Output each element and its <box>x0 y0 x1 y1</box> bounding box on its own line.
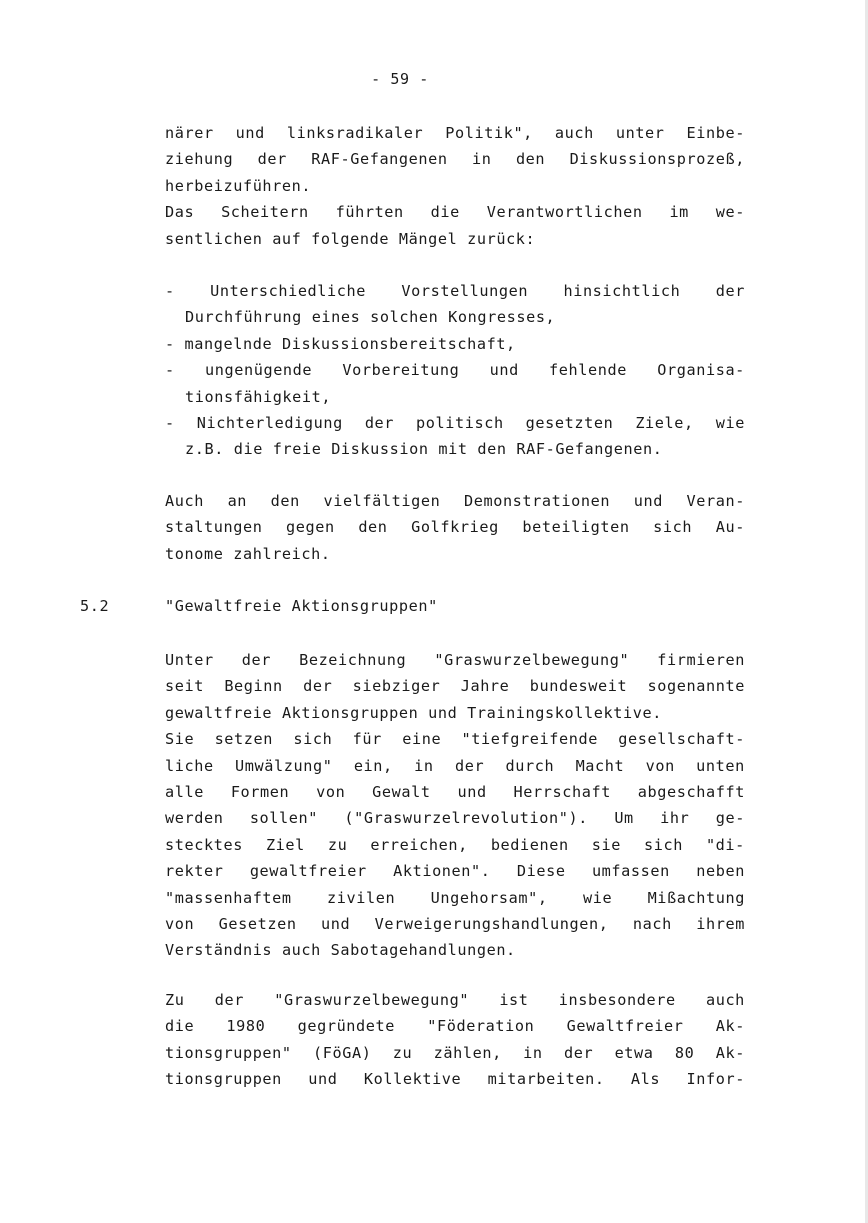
text-line <box>165 514 745 540</box>
word: Als <box>630 1070 661 1089</box>
word: die <box>430 203 460 222</box>
word: Sie <box>165 730 195 749</box>
word: Ak- <box>715 1043 745 1062</box>
word: sie <box>591 835 621 854</box>
word: auch <box>705 991 745 1009</box>
word: wie <box>582 888 613 907</box>
text-line <box>165 436 745 462</box>
text-line <box>165 357 745 383</box>
word: unten <box>696 756 745 775</box>
demonstrations-paragraph <box>165 488 745 567</box>
word: Um <box>614 809 634 828</box>
word: Auch <box>165 492 204 510</box>
text-line <box>165 832 745 858</box>
word: zu <box>327 835 348 854</box>
word: abgeschafft <box>637 782 745 801</box>
word: werden <box>165 809 224 828</box>
word: solchen <box>370 308 439 327</box>
word: Mängel <box>398 229 458 248</box>
word: tionsgruppen <box>165 1070 282 1089</box>
word: Verantwortlichen <box>486 203 643 222</box>
foega-paragraph <box>165 987 745 1093</box>
text-line <box>165 226 745 252</box>
word: linksradikaler <box>286 124 424 142</box>
word: wie <box>715 413 745 432</box>
word: liche <box>165 756 214 775</box>
word: und <box>428 703 458 722</box>
word: der <box>364 413 395 432</box>
word: ziehung <box>165 150 234 169</box>
text-line <box>165 753 745 779</box>
word: den <box>515 150 546 169</box>
word: (FöGA) <box>313 1043 372 1062</box>
word: alle <box>165 782 204 801</box>
word: Organisa- <box>657 361 745 380</box>
word: sich <box>643 835 683 854</box>
word: herbeizuführen. <box>165 176 312 195</box>
text-line <box>165 805 745 831</box>
text-line <box>165 199 745 225</box>
word: Diskussionsprozeß, <box>569 150 745 169</box>
word: der <box>715 282 745 300</box>
word: 80 <box>674 1043 695 1062</box>
deficiency-list <box>165 278 745 463</box>
word: beteiligten <box>522 518 630 537</box>
word: ge- <box>715 809 745 828</box>
word: Ak- <box>715 1017 745 1036</box>
word: gesetzten <box>525 413 614 432</box>
word: mangelnde <box>184 334 273 353</box>
word: setzen <box>214 730 274 749</box>
word: - <box>165 361 175 380</box>
word: der <box>454 756 485 775</box>
text-line <box>165 146 745 172</box>
word: führten <box>335 203 404 222</box>
text-line <box>165 911 745 937</box>
word: umfassen <box>591 862 670 881</box>
word: und <box>308 1070 338 1089</box>
word: we- <box>715 203 745 222</box>
word: ihr <box>660 809 690 828</box>
word: siebziger <box>352 677 441 696</box>
word: Diskussion <box>331 440 429 459</box>
word: ein, <box>353 756 393 775</box>
word: im <box>669 203 689 222</box>
word: sollen" <box>249 809 319 828</box>
word: tionsfähigkeit, <box>185 387 332 406</box>
word: eine <box>402 730 442 749</box>
word: bundesweit <box>529 677 628 696</box>
word: Einbe- <box>686 124 745 142</box>
text-line <box>165 700 745 726</box>
word: in <box>472 150 492 169</box>
list-item <box>165 357 745 410</box>
word: und <box>235 124 265 142</box>
word: den <box>270 492 300 510</box>
word: sich <box>653 518 693 537</box>
word: Vorbereitung <box>342 361 460 380</box>
text-line <box>165 647 745 673</box>
word: Unterschiedliche <box>210 282 367 300</box>
word: und <box>633 492 663 510</box>
word: Verweigerungshandlungen, <box>374 914 609 933</box>
word: nach <box>632 914 672 933</box>
word: "Graswurzelbewegung" <box>434 651 630 669</box>
word: Gewaltfreier <box>566 1017 684 1036</box>
word: Scheitern <box>221 203 309 222</box>
word: hinsichtlich <box>563 282 681 300</box>
text-line <box>165 410 745 436</box>
word: z.B. <box>185 440 224 459</box>
word: "Graswurzelbewegung" <box>274 991 470 1009</box>
word: RAF-Gefangenen <box>311 150 448 169</box>
word: Jahre <box>460 677 510 696</box>
word: Golfkrieg <box>411 518 499 537</box>
word: für <box>352 730 382 749</box>
word: und <box>457 782 487 801</box>
word: Durchführung <box>185 308 302 327</box>
word: die <box>233 440 263 459</box>
word: erreichen, <box>370 835 468 854</box>
word: Ziel <box>265 835 305 854</box>
word: Diskussionsbereitschaft, <box>281 334 516 353</box>
word: Gesetzen <box>218 914 297 933</box>
list-item <box>165 278 745 331</box>
word: Diese <box>516 862 566 881</box>
word: gegen <box>286 518 335 537</box>
text-line <box>165 278 745 304</box>
list-item <box>165 410 745 463</box>
word: den <box>477 440 507 459</box>
word: 1980 <box>226 1017 266 1036</box>
word: in <box>523 1043 543 1062</box>
word: gewaltfreier <box>249 862 367 881</box>
word: Ziele, <box>635 413 694 432</box>
word: Demonstrationen <box>463 492 611 510</box>
word: vielfältigen <box>323 492 441 510</box>
text-line <box>165 173 745 199</box>
text-line <box>165 726 745 752</box>
word: Vorstellungen <box>401 282 529 300</box>
word: zivilen <box>327 888 396 907</box>
word: gegründete <box>297 1017 396 1036</box>
list-item <box>165 331 745 357</box>
word: tonome <box>165 544 224 563</box>
word: freie <box>272 440 322 459</box>
word: Verständnis <box>165 941 273 960</box>
word: zählen, <box>433 1043 502 1062</box>
word: von <box>165 914 195 933</box>
word: "massenhaftem <box>165 888 292 907</box>
word: neben <box>696 862 745 881</box>
text-line <box>165 673 745 699</box>
word: Bezeichnung <box>299 651 407 669</box>
word: der <box>564 1043 594 1062</box>
word: von <box>645 756 675 775</box>
word: staltungen <box>165 518 263 537</box>
word: Infor- <box>686 1070 745 1089</box>
word: folgende <box>311 229 390 248</box>
word: Trainingskollektive. <box>467 703 662 722</box>
word: in <box>414 756 434 775</box>
word: Umwälzung" <box>235 756 333 775</box>
word: zurück: <box>467 229 536 248</box>
text-line <box>165 1013 745 1039</box>
word: Unter <box>165 651 214 669</box>
word: Aktionsgruppen <box>281 703 419 722</box>
word: ("Graswurzelrevolution"). <box>344 809 588 828</box>
word: durch <box>505 756 555 775</box>
word: gesellschaft- <box>618 730 745 749</box>
word: auch <box>554 124 594 142</box>
text-line <box>165 541 745 567</box>
word: - <box>165 334 175 353</box>
text-line <box>165 858 745 884</box>
word: Formen <box>230 782 290 801</box>
graswurzel-paragraph <box>165 647 745 964</box>
word: ist <box>499 991 529 1009</box>
word: närer <box>165 124 214 142</box>
word: ungenügende <box>204 361 313 380</box>
word: gewaltfreie <box>165 703 273 722</box>
word: - <box>165 282 175 300</box>
word: tionsgruppen" <box>165 1043 292 1062</box>
word: Aktionen". <box>393 862 491 881</box>
text-line <box>165 1066 745 1092</box>
word: seit <box>165 677 204 696</box>
text-line <box>165 384 745 410</box>
word: auf <box>272 229 302 248</box>
word: Mißachtung <box>647 888 745 907</box>
word: zahlreich. <box>233 544 331 563</box>
word: sogenannte <box>647 677 745 696</box>
word: und <box>320 914 351 933</box>
word: "di- <box>705 835 745 854</box>
word: Beginn <box>224 677 283 696</box>
section-title: "Gewaltfreie Aktionsgruppen" <box>165 597 438 615</box>
word: mitarbeiten. <box>487 1070 605 1089</box>
word: etwa <box>614 1043 654 1062</box>
word: - <box>165 413 175 432</box>
word: Kollektive <box>363 1070 462 1089</box>
word: ihrem <box>696 914 745 933</box>
text-line <box>165 779 745 805</box>
text-line <box>165 987 745 1013</box>
word: Politik", <box>445 124 533 142</box>
word: Sabotagehandlungen. <box>330 941 516 960</box>
section-number: 5.2 <box>80 597 110 615</box>
word: RAF-Gefangenen. <box>516 440 663 459</box>
word: der <box>241 651 272 669</box>
word: auch <box>281 941 321 960</box>
text-line <box>165 331 745 357</box>
word: rekter <box>165 862 224 881</box>
word: sentlichen <box>165 229 263 248</box>
intro-paragraph <box>165 120 745 252</box>
word: bedienen <box>490 835 569 854</box>
word: von <box>316 782 346 801</box>
word: Ungehorsam", <box>430 888 548 907</box>
word: der <box>303 677 333 696</box>
word: mit <box>438 440 468 459</box>
word: den <box>358 518 388 537</box>
text-line <box>165 937 745 963</box>
text-line <box>165 488 745 514</box>
page-number: - 59 - <box>371 70 429 88</box>
word: Das <box>165 203 195 222</box>
word: Zu <box>165 991 185 1009</box>
word: firmieren <box>657 651 745 669</box>
word: stecktes <box>165 835 243 854</box>
text-line <box>165 304 745 330</box>
word: an <box>227 492 248 510</box>
word: Gewalt <box>372 782 431 801</box>
word: der <box>257 150 287 169</box>
text-line <box>165 1040 745 1066</box>
word: insbesondere <box>558 991 676 1009</box>
word: Nichterledigung <box>196 413 343 432</box>
word: "tiefgreifende <box>461 730 598 749</box>
word: der <box>214 991 244 1009</box>
word: Veran- <box>686 492 745 510</box>
word: die <box>165 1017 195 1036</box>
word: Au- <box>715 518 745 537</box>
word: unter <box>615 124 665 142</box>
word: sich <box>293 730 333 749</box>
word: eines <box>311 308 361 327</box>
text-line <box>165 120 745 146</box>
word: Herrschaft <box>513 782 611 801</box>
word: "Föderation <box>427 1017 535 1036</box>
word: und <box>489 361 519 380</box>
word: Kongresses, <box>448 308 556 327</box>
text-line <box>165 885 745 911</box>
word: zu <box>392 1043 413 1062</box>
word: fehlende <box>549 361 627 380</box>
word: politisch <box>416 413 504 432</box>
word: Macht <box>575 756 625 775</box>
